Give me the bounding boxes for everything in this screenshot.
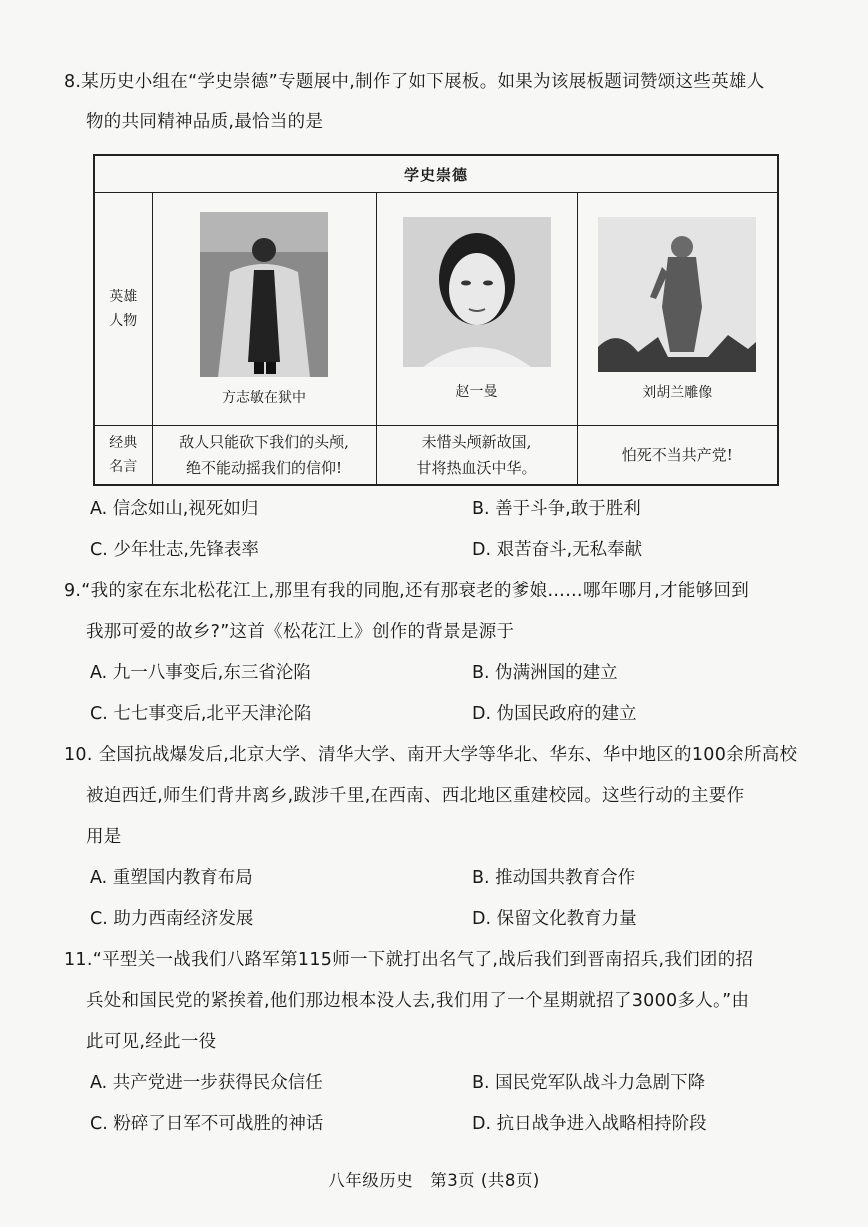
q11-stem-line3: 此可见,经此一役 [86,1032,217,1052]
q9-option-a: A. 九一八事变后,东三省沦陷 [90,663,311,683]
q10-stem-line2: 被迫西迁,师生们背井离乡,跋涉千里,在西南、西北地区重建校园。这些行动的主要作 [86,786,745,806]
hero-cell-2 [376,193,577,426]
q9-option-c: C. 七七事变后,北平天津沦陷 [90,704,312,724]
quote-3: 怕死不当共产党! [577,426,778,486]
page-footer: 八年级历史 第3页 (共8页) [328,1171,540,1190]
q10-option-c: C. 助力西南经济发展 [90,909,254,929]
q8-stem-line2: 物的共同精神品质,最恰当的是 [86,112,324,132]
q10-stem-line3: 用是 [86,827,122,847]
q8-stem-line1: 8.某历史小组在“学史崇德”专题展中,制作了如下展板。如果为该展板题词赞颂这些英雄人 [64,72,765,92]
q8-option-b: B. 善于斗争,敢于胜利 [472,499,641,519]
caption-1: 方志敏在狱中 [222,389,306,406]
q11-stem-line2: 兵处和国民党的紧挨着,他们那边根本没人去,我们用了一个星期就招了3000多人。”由 [86,991,750,1011]
zhao-yiman-photo [403,217,551,367]
q10-option-b: B. 推动国共教育合作 [472,868,636,888]
q9-option-d: D. 伪国民政府的建立 [472,704,637,724]
fang-zhimin-photo [200,212,328,377]
hero-cell-3 [577,193,778,426]
board-title: 学史崇德 [94,155,778,193]
q10-stem-line1: 10. 全国抗战爆发后,北京大学、清华大学、南开大学等华北、华东、华中地区的100余所高校 [64,745,798,765]
liu-hulan-statue-photo [598,217,756,372]
caption-3: 刘胡兰雕像 [642,384,713,401]
q9-stem-line1: 9.“我的家在东北松花江上,那里有我的同胞,还有那衰老的爹娘……哪年哪月,才能够回到 [64,581,750,601]
q9-stem-line2: 我那可爱的故乡?”这首《松花江上》创作的背景是源于 [86,622,515,642]
q11-stem-line1: 11.“平型关一战我们八路军第115师一下就打出名气了,战后我们到晋南招兵,我们团的招 [64,950,754,970]
q11-option-d: D. 抗日战争进入战略相持阶段 [472,1114,707,1134]
q10-option-a: A. 重塑国内教育布局 [90,868,253,888]
row-label-heroes: 英雄人物 [94,193,152,426]
q9-option-b: B. 伪满洲国的建立 [472,663,618,683]
q8-option-a: A. 信念如山,视死如归 [90,499,259,519]
q10-option-d: D. 保留文化教育力量 [472,909,637,929]
row-label-quotes: 经典名言 [94,426,152,486]
exhibition-board [93,154,779,486]
quote-1: 敌人只能砍下我们的头颅, 绝不能动摇我们的信仰! [152,426,376,486]
q11-option-b: B. 国民党军队战斗力急剧下降 [472,1073,706,1093]
hero-cell-1 [152,193,376,426]
caption-2: 赵一曼 [455,384,498,400]
q11-option-c: C. 粉碎了日军不可战胜的神话 [90,1114,324,1134]
q8-option-c: C. 少年壮志,先锋表率 [90,540,259,560]
q11-option-a: A. 共产党进一步获得民众信任 [90,1073,323,1093]
q8-option-d: D. 艰苦奋斗,无私奉献 [472,540,643,560]
quote-2: 未惜头颅新故国, 甘将热血沃中华。 [376,426,577,486]
